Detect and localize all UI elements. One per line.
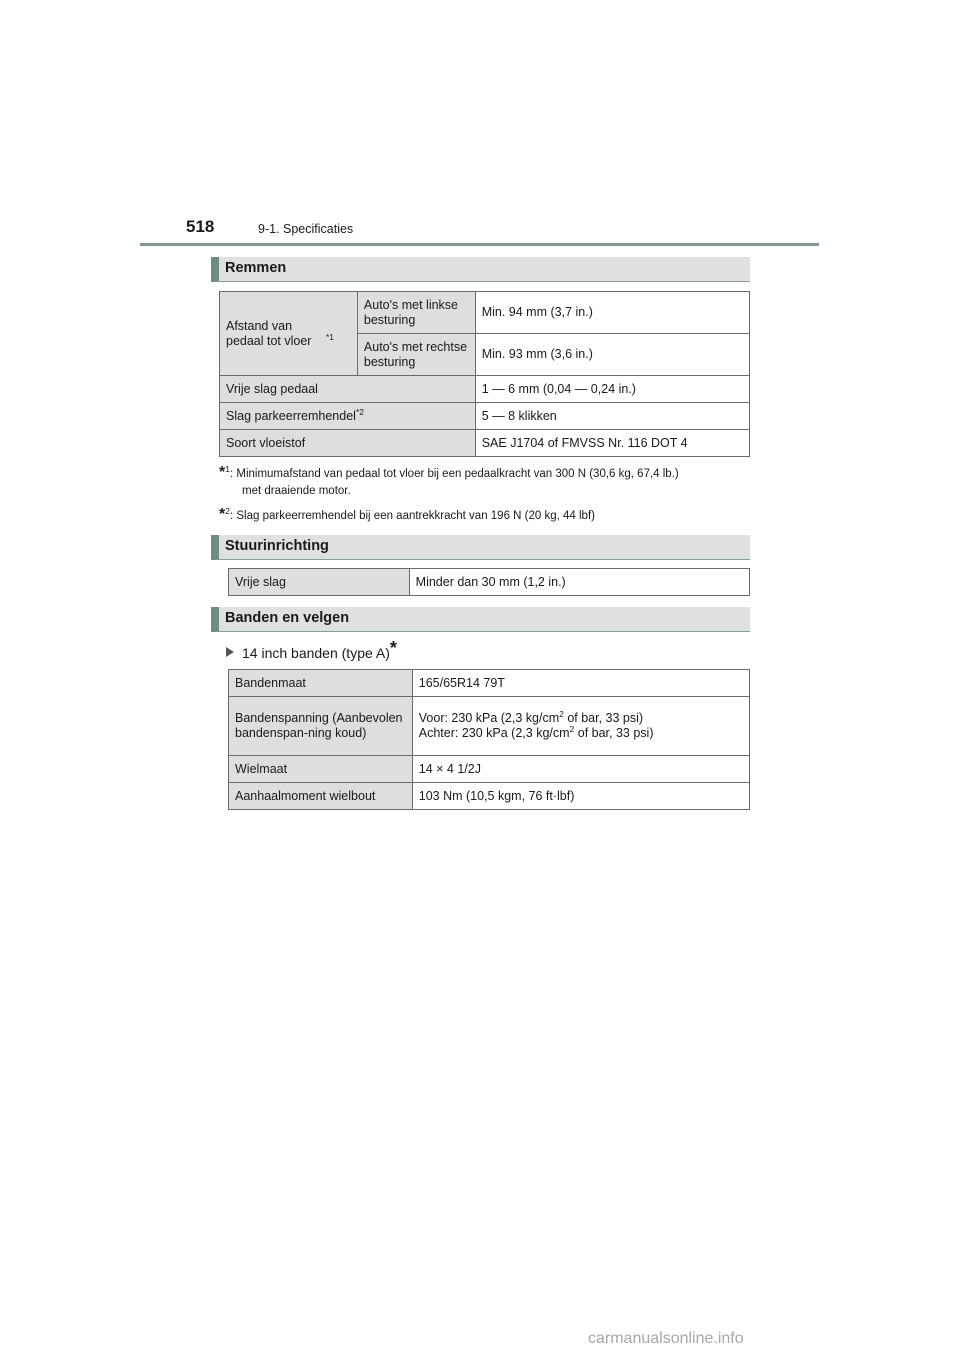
footnote-asterisk: * [389,638,397,658]
steering-table [228,568,750,596]
tire-subheading-text: 14 inch banden (type A) [242,645,390,661]
footnote-text-continued: met draaiende motor. [242,485,351,497]
table-row [229,783,750,810]
pressure-front-text: Voor: 230 kPa (2,3 kg/cm [418,711,560,725]
pressure-unit-sup: 2 [569,723,575,734]
footnote-1 [219,464,679,500]
tire-pressure-rear [418,723,743,741]
table-row [229,569,750,596]
free-play-label: Vrije slag pedaal [220,376,476,403]
footnote-2 [219,506,595,525]
rhd-label: Auto's met rechtse besturing [357,334,475,376]
table-row [229,756,750,783]
table-row [220,376,750,403]
section-reference: 9-1. Specificaties [258,222,354,236]
pressure-suffix: of bar, 33 psi) [563,711,644,725]
tire-pressure-label: Bandenspanning (Aanbevolen bandenspan-ning koud) [229,697,413,756]
lhd-value: Min. 94 mm (3,7 in.) [475,292,749,334]
pressure-rear-text: Achter: 230 kPa (2,3 kg/cm [418,726,570,740]
table-row [220,430,750,457]
section-heading-tires [211,607,750,632]
lug-nut-torque-value: 103 Nm (10,5 kgm, 76 ft·lbf) [412,783,749,810]
steering-free-play-value: Minder dan 30 mm (1,2 in.) [409,569,749,596]
tire-subheading [226,638,397,661]
tires-table [228,669,750,810]
brakes-table [219,291,750,457]
footnote-ref: *2 [355,406,364,417]
footnote-number: 2 [225,506,230,517]
tire-pressure-front [418,708,743,726]
tire-size-label: Bandenmaat [229,670,413,697]
pressure-unit-sup: 2 [559,708,564,719]
parking-brake-label-cell [220,403,476,430]
watermark: carmanualsonline.info [588,1330,744,1347]
table-row [229,670,750,697]
triangle-bullet-icon [226,647,234,657]
table-row [220,292,750,334]
pedal-distance-label: Afstand van pedaal tot vloer [226,318,312,348]
footnote-ref: *1 [326,331,335,342]
section-heading-steering [211,535,750,560]
lhd-label: Auto's met linkse besturing [357,292,475,334]
tire-size-value: 165/65R14 79T [412,670,749,697]
header-divider [140,243,819,246]
rhd-value: Min. 93 mm (3,6 in.) [475,334,749,376]
table-row [220,403,750,430]
footnote-number: 1 [225,464,230,475]
parking-brake-label: Slag parkeerremhendel [226,408,356,423]
parking-brake-value: 5 — 8 klikken [475,403,749,430]
tire-pressure-value [412,697,749,756]
wheel-size-label: Wielmaat [229,756,413,783]
lug-nut-torque-label: Aanhaalmoment wielbout [229,783,413,810]
footnote-asterisk: * [219,506,226,523]
steering-free-play-label: Vrije slag [229,569,410,596]
footnote-text: : Minimumafstand van pedaal tot vloer bij een pedaalkracht van 300 N (30,6 kg, 67,4 lb.) [229,468,679,480]
footnote-text: : Slag parkeerremhendel bij een aantrekkracht van 196 N (20 kg, 44 lbf) [229,510,595,522]
wheel-size-value: 14 × 4 1/2J [412,756,749,783]
fluid-type-label: Soort vloeistof [220,430,476,457]
free-play-value: 1 — 6 mm (0,04 — 0,24 in.) [475,376,749,403]
fluid-type-value: SAE J1704 of FMVSS Nr. 116 DOT 4 [475,430,749,457]
section-title: Remmen [225,260,287,276]
section-title: Banden en velgen [225,610,350,626]
page-number: 518 [186,217,215,236]
section-title: Stuurinrichting [225,538,329,554]
footnote-asterisk: * [219,464,226,481]
pedal-distance-label-cell [220,292,358,376]
pressure-suffix: of bar, 33 psi) [574,726,654,740]
section-heading-brakes [211,257,750,282]
table-row [229,697,750,756]
